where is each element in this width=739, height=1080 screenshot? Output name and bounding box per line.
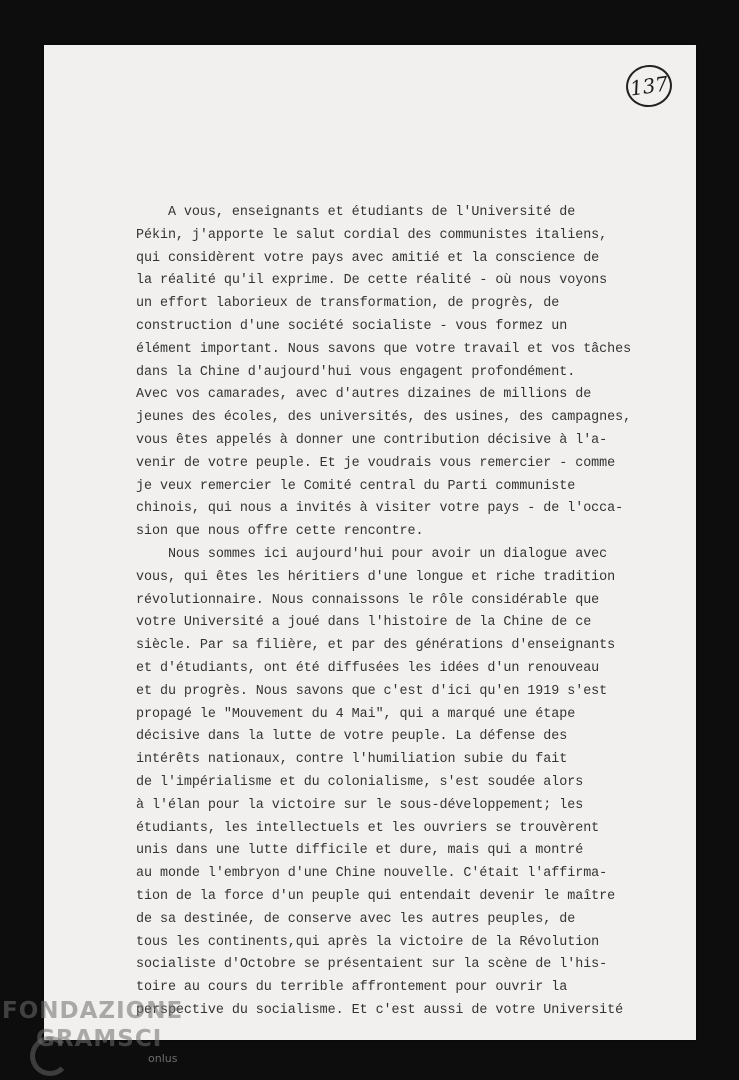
- text-line: tous les continents,qui après la victoire de la Révolution: [136, 934, 600, 950]
- text-line: de l'impérialisme et du colonialisme, s'est soudée alors: [136, 774, 584, 790]
- text-line: révolutionnaire. Nous connaissons le rôle considérable que: [136, 592, 600, 608]
- page-number-stamp: [623, 62, 674, 110]
- text-line: siècle. Par sa filière, et par des générations d'enseignants: [136, 638, 616, 654]
- text-line: dans la Chine d'aujourd'hui vous engagent profondément.: [136, 364, 576, 380]
- text-line: toire au cours du terrible affrontement pour ouvrir la: [136, 980, 568, 996]
- text-line: au monde l'embryon d'une Chine nouvelle. C'était l'affirma-: [136, 866, 608, 882]
- text-line: unis dans une lutte difficile et dure, mais qui a montré: [136, 843, 584, 859]
- text-line: A vous, enseignants et étudiants de l'Université de: [136, 205, 576, 220]
- watermark-suffix: onlus: [148, 1052, 178, 1065]
- text-line: étudiants, les intellectuels et les ouvriers se trouvèrent: [136, 820, 600, 836]
- watermark-line1: FONDAZIONE: [2, 998, 184, 1024]
- text-line: et du progrès. Nous savons que c'est d'ici qu'en 1919 s'est: [136, 683, 608, 699]
- text-line: perspective du socialisme. Et c'est aussi de votre Université: [136, 1002, 624, 1018]
- text-line: et d'étudiants, ont été diffusées les idées d'un renouveau: [136, 660, 600, 676]
- text-line: la réalité qu'il exprime. De cette réalité - où nous voyons: [136, 273, 608, 289]
- watermark-logo: [2, 997, 183, 1053]
- page-number: 137: [628, 71, 670, 101]
- text-line: de sa destinée, de conserve avec les autres peuples, de: [136, 911, 576, 927]
- watermark-ring-icon: [30, 1036, 70, 1076]
- text-line: intérêts nationaux, contre l'humiliation subie du fait: [136, 752, 568, 768]
- watermark-line2: GRAMSCI: [36, 1026, 163, 1052]
- text-line: socialiste d'Octobre se présentaient sur la scène de l'his-: [136, 957, 608, 973]
- text-line: tion de la force d'un peuple qui entendait devenir le maître: [136, 888, 616, 904]
- text-line: construction d'une société socialiste - vous formez un: [136, 318, 568, 334]
- text-line: sion que nous offre cette rencontre.: [136, 524, 424, 540]
- text-line: je veux remercier le Comité central du Parti communiste: [136, 478, 576, 494]
- text-line: élément important. Nous savons que votre travail et vos tâches: [136, 341, 632, 357]
- text-line: qui considèrent votre pays avec amitié et la conscience de: [136, 250, 600, 266]
- text-line: venir de votre peuple. Et je voudrais vous remercier - comme: [136, 455, 616, 471]
- text-line: votre Université a joué dans l'histoire de la Chine de ce: [136, 615, 592, 631]
- text-line: jeunes des écoles, des universités, des usines, des campagnes,: [136, 410, 632, 426]
- typed-text-body: [136, 202, 631, 1023]
- text-line: vous êtes appelés à donner une contribution décisive à l'a-: [136, 432, 608, 448]
- text-line: Avec vos camarades, avec d'autres dizaines de millions de: [136, 387, 592, 403]
- text-line: propagé le "Mouvement du 4 Mai", qui a marqué une étape: [136, 706, 576, 722]
- text-line: à l'élan pour la victoire sur le sous-développement; les: [136, 797, 584, 813]
- text-line: Nous sommes ici aujourd'hui pour avoir un dialogue avec: [136, 546, 608, 562]
- text-line: Pékin, j'apporte le salut cordial des communistes italiens,: [136, 227, 608, 243]
- text-line: un effort laborieux de transformation, de progrès, de: [136, 296, 560, 312]
- text-line: vous, qui êtes les héritiers d'une longue et riche tradition: [136, 569, 616, 585]
- document-page: [44, 45, 696, 1040]
- text-line: décisive dans la lutte de votre peuple. La défense des: [136, 729, 568, 745]
- text-line: chinois, qui nous a invités à visiter votre pays - de l'occa-: [136, 501, 624, 517]
